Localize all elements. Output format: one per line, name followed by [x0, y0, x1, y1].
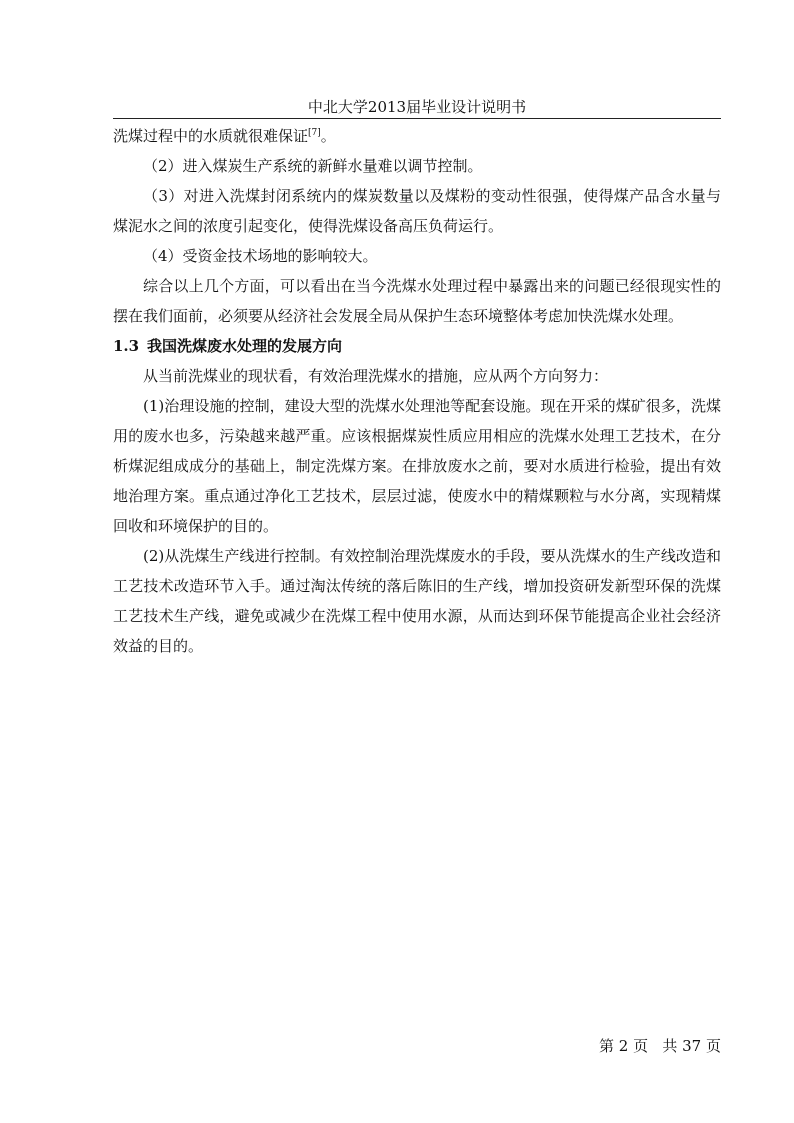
section-number: 1.3: [113, 337, 140, 355]
header-title: 中北大学2013届毕业设计说明书: [307, 98, 527, 116]
document-body: [113, 120, 721, 661]
page-footer: [113, 1035, 721, 1057]
page-header: [113, 96, 721, 119]
section-title: 我国洗煤废水处理的发展方向: [147, 337, 343, 355]
direction-item-1: (1)治理设施的控制，建设大型的洗煤水处理池等配套设施。现在开采的煤矿很多，洗煤用的废水也多，污染越来越严重。应该根据煤炭性质应用相应的洗煤水处理工艺技术，在分析煤泥组成成分的基础上，制定洗煤方案。在排放废水之前，要对水质进行检验，提出有效地治理方案。重点通过净化工艺技术，层层过滤，使废水中的精煤颗粒与水分离，实现精煤回收和环境保护的目的。: [113, 397, 721, 535]
list-item-2: （2）进入煤炭生产系统的新鲜水量难以调节控制。: [143, 157, 483, 175]
summary-paragraph: 综合以上几个方面，可以看出在当今洗煤水处理过程中暴露出来的问题已经很现实性的摆在我们面前，必须要从经济社会发展全局从保护生态环境整体考虑加快洗煤水处理。: [113, 277, 721, 325]
direction-item-2: (2)从洗煤生产线进行控制。有效控制治理洗煤废水的手段，要从洗煤水的生产线改造和工艺技术改造环节入手。通过淘汰传统的落后陈旧的生产线，增加投资研发新型环保的洗煤工艺技术生产线，避免或减少在洗煤工程中使用水源，从而达到环保节能提高企业社会经济效益的目的。: [113, 547, 721, 655]
list-item-3: （3）对进入洗煤封闭系统内的煤炭数量以及煤粉的变动性很强，使得煤产品含水量与煤泥水之间的浓度引起变化，使得洗煤设备高压负荷运行。: [113, 187, 721, 235]
section-heading: [113, 331, 721, 361]
citation-ref: [7]: [308, 128, 321, 138]
page-number: 第 2 页 共 37 页: [598, 1037, 721, 1055]
paragraph: [113, 121, 721, 151]
intro-paragraph: 从当前洗煤业的现状看，有效治理洗煤水的措施，应从两个方向努力：: [143, 367, 609, 385]
paragraph-end: 。: [320, 127, 336, 145]
paragraph-text: 洗煤过程中的水质就很难保证: [113, 127, 309, 145]
list-item-4: （4）受资金技术场地的影响较大。: [143, 247, 378, 265]
